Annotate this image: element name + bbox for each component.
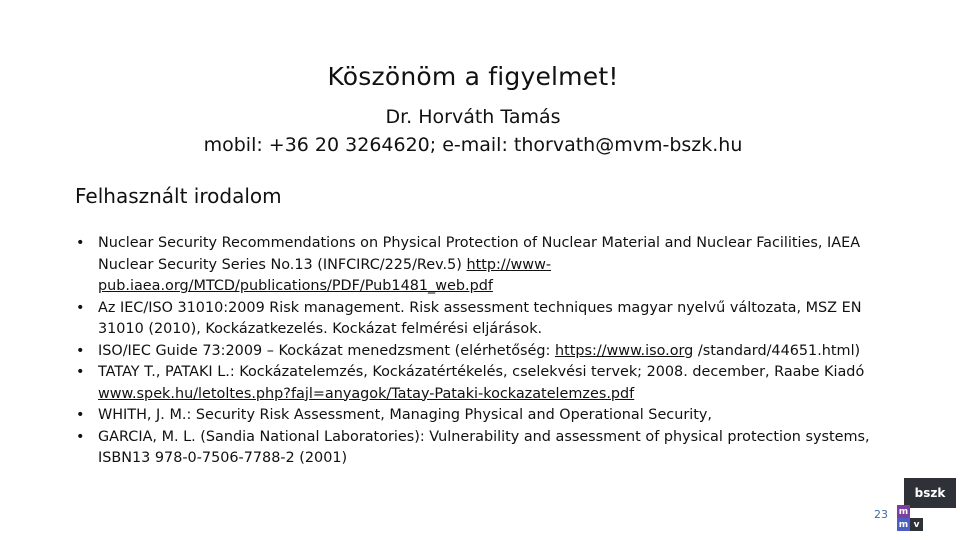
reference-text: GARCIA, M. L. (Sandia National Laboratories): Vulnerability and assessment of physical protection systems, ISBN13 978-0-7506-7788-2 (2001) (98, 428, 870, 466)
logo-letter-m2: m (898, 519, 909, 530)
bullet-icon: • (76, 342, 85, 359)
reference-item (76, 233, 896, 298)
slide-title: Köszönöm a figyelmet! (327, 62, 619, 91)
logo-letter-m: m (898, 506, 909, 517)
section-heading: Felhasznált irodalom (75, 184, 282, 208)
reference-text: Az IEC/ISO 31010:2009 Risk management. Risk assessment techniques magyar nyelvű változata, MSZ EN 31010 (2010), Kockázatkezelés. Kockázat felmérési eljárások. (98, 299, 862, 337)
reference-text: Nuclear Security Recommendations on Physical Protection of Nuclear Material and Nuclear Facilities, IAEA Nuclear Security Series No.13 (INFCIRC/225/Rev.5) (98, 235, 861, 273)
reference-text: ISO/IEC Guide 73:2009 – Kockázat menedzsment (elérhetőség: (98, 342, 555, 359)
contact-prefix: mobil: +36 20 3264620; e-mail: (203, 134, 514, 156)
reference-link[interactable]: www.spek.hu/letoltes.php?fajl=anyagok/Tatay-Pataki-kockazatelemzes.pdf (98, 385, 635, 402)
bszk-logo (896, 478, 960, 540)
reference-link[interactable]: http://www-pub.iaea.org/MTCD/publications/PDF/Pub1481_web.pdf (98, 256, 552, 294)
reference-list (76, 233, 896, 470)
bullet-icon: • (76, 299, 85, 316)
page-number: 23 (874, 508, 888, 521)
reference-text: TATAY T., PATAKI L.: Kockázatelemzés, Kockázatértékelés, cselekvési tervek; 2008. december, Raabe Kiadó (98, 364, 865, 380)
reference-text: WHITH, J. M.: Security Risk Assessment, Managing Physical and Operational Security, (98, 407, 712, 423)
reference-item (76, 427, 896, 470)
logo-letter-v: v (910, 518, 923, 531)
reference-item (76, 341, 896, 363)
reference-item (76, 298, 896, 341)
bullet-icon: • (76, 428, 85, 445)
contact-email-link[interactable]: thorvath@mvm-bszk.hu (513, 134, 743, 156)
author-name: Dr. Horváth Tamás (385, 106, 561, 128)
logo-top-box: bszk (904, 478, 956, 508)
bullet-icon: • (76, 364, 85, 380)
bullet-icon: • (76, 407, 85, 423)
reference-item (76, 405, 896, 427)
reference-link[interactable]: https://www.iso.org (554, 342, 694, 359)
reference-item (76, 362, 896, 405)
reference-text-after: /standard/44651.html) (693, 342, 861, 359)
bullet-icon: • (76, 235, 85, 251)
contact-line (0, 134, 946, 156)
